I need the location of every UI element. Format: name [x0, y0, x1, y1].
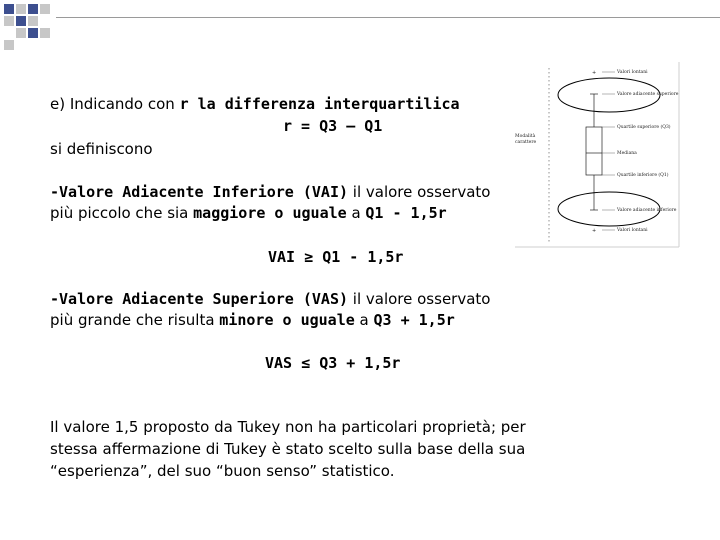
label-vai: Valore adiacente inferiore [617, 208, 677, 213]
vai-line-2 [50, 204, 447, 222]
vas-formula [265, 354, 400, 372]
vas-line-2 [50, 311, 455, 329]
svg-text:+: + [592, 70, 597, 76]
label-vas: Valore adiacente superiore [617, 92, 679, 97]
r-letter: r [179, 95, 189, 113]
vai-text-1: il valore osservato [348, 183, 491, 201]
header-rule [56, 17, 720, 18]
vas-text-1: il valore osservato [348, 290, 491, 308]
boxplot-diagram [515, 62, 680, 250]
vai-formula-rhs: Q1 - 1,5r [322, 248, 404, 266]
vai-formula-lhs: VAI ≥ [268, 248, 323, 266]
label-carattere: carattere [515, 140, 537, 145]
label-q3: Quartile superiore (Q3) [617, 125, 671, 130]
label-q1: Quartile inferiore (Q1) [617, 173, 669, 178]
interquartile-formula: r = Q3 – Q1 [283, 117, 383, 135]
label-mediana: Mediana [617, 151, 637, 156]
vas-text-2b: a [354, 311, 374, 329]
intro-lead: e) Indicando con [50, 95, 180, 113]
vai-formula [268, 248, 403, 266]
tukey-line-2: stessa affermazione di Tukey è stato scelto sulla base della sua [50, 440, 526, 458]
vas-formula-rhs: Q3 + 1,5r [319, 354, 401, 372]
r-definition: la differenza interquartilica [188, 95, 460, 113]
tukey-line-3: “esperienza”, del suo “buon senso” statistico. [50, 462, 395, 480]
label-valori-lontani-bottom: Valori lontani [617, 228, 648, 233]
vas-label: -Valore Adiacente Superiore (VAS) [50, 290, 349, 308]
intro-line [50, 95, 460, 113]
vas-line-1 [50, 290, 490, 308]
vai-text-2b: a [346, 204, 366, 222]
vai-text-2a: più piccolo che sia [50, 204, 194, 222]
label-modalita: Modalità [515, 134, 536, 139]
vas-formula-lhs: VAS ≤ [265, 354, 320, 372]
vai-line-1 [50, 183, 490, 201]
vas-expression: Q3 + 1,5r [373, 311, 455, 329]
boxplot-figure [515, 62, 680, 250]
vas-bold: minore o uguale [219, 311, 355, 329]
defines-text: si definiscono [50, 140, 153, 158]
vas-text-2a: più grande che risulta [50, 311, 220, 329]
vai-expression: Q1 - 1,5r [365, 204, 447, 222]
tukey-line-1: Il valore 1,5 proposto da Tukey non ha particolari proprietà; per [50, 418, 526, 436]
label-valori-lontani-top: Valori lontani [617, 70, 648, 75]
svg-text:+: + [592, 228, 597, 234]
vai-label: -Valore Adiacente Inferiore (VAI) [50, 183, 349, 201]
vai-bold: maggiore o uguale [193, 204, 347, 222]
